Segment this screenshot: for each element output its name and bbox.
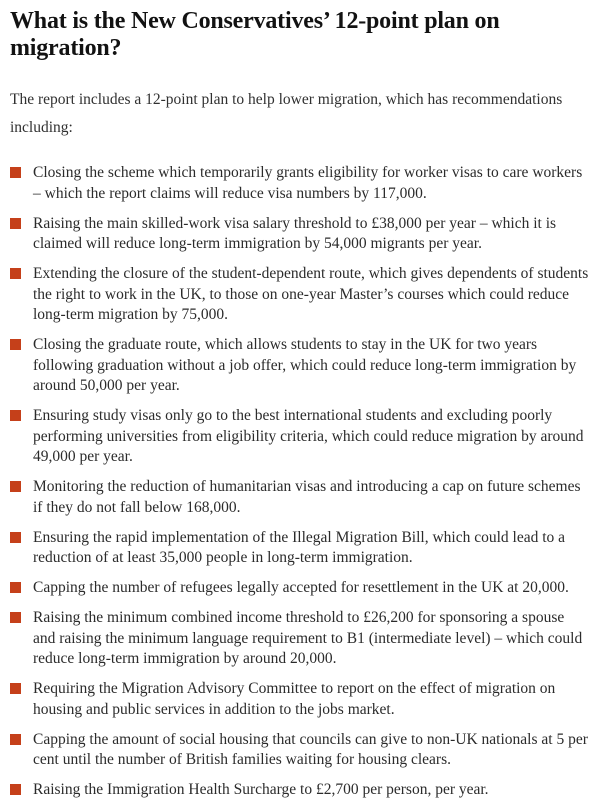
page-title: What is the New Conservatives’ 12-point plan on migration? [10, 8, 500, 61]
list-item-text: Raising the Immigration Health Surcharge to £2,700 per person, per year. [33, 781, 489, 798]
list-item-text: Extending the closure of the student-dependent route, which gives dependents of students the right to work in the UK, to those on one-year Master’s courses which could reduce long-term migration by 75,000. [33, 265, 589, 323]
list-item-text: Raising the minimum combined income threshold to £26,200 for sponsoring a spouse and raising the minimum language requirement to B1 (intermediate level) – which could reduce long-term immigration by around 20,000. [33, 609, 583, 667]
square-bullet-icon [10, 612, 21, 623]
list-item [10, 477, 590, 518]
square-bullet-icon [10, 734, 21, 745]
square-bullet-icon [10, 481, 21, 492]
list-item [10, 163, 590, 204]
list-item-text: Capping the number of refugees legally accepted for resettlement in the UK at 20,000. [33, 579, 569, 596]
list-item-text: Raising the main skilled-work visa salary threshold to £38,000 per year – which it is claimed will reduce long-term immigration by 54,000 migrants per year. [33, 214, 557, 252]
list-item-text: Monitoring the reduction of humanitarian visas and introducing a cap on future schemes if they do not fall below 168,000. [33, 478, 581, 516]
list-item [10, 528, 590, 569]
list-item [10, 608, 590, 670]
list-item-text: Ensuring the rapid implementation of the Illegal Migration Bill, which could lead to a reduction of at least 35,000 people in long-term immigration. [33, 528, 566, 566]
square-bullet-icon [10, 582, 21, 593]
list-item [10, 214, 590, 255]
square-bullet-icon [10, 167, 21, 178]
list-item [10, 335, 590, 397]
list-item-text: Requiring the Migration Advisory Committee to report on the effect of migration on housing and public services in addition to the jobs market. [33, 680, 556, 718]
square-bullet-icon [10, 532, 21, 543]
square-bullet-icon [10, 410, 21, 421]
list-item [10, 730, 590, 771]
square-bullet-icon [10, 683, 21, 694]
square-bullet-icon [10, 339, 21, 350]
list-item [10, 406, 590, 468]
list-item [10, 264, 590, 326]
list-item-text: Closing the scheme which temporarily grants eligibility for worker visas to care workers – which the report claims will reduce visa numbers by 117,000. [33, 164, 583, 202]
list-item [10, 780, 590, 801]
list-item [10, 679, 590, 720]
square-bullet-icon [10, 218, 21, 229]
list-item-text: Capping the amount of social housing that councils can give to non-UK nationals at 5 per cent until the number of British families waiting for housing clears. [33, 730, 588, 768]
square-bullet-icon [10, 784, 21, 795]
square-bullet-icon [10, 268, 21, 279]
list-item-text: Closing the graduate route, which allows students to stay in the UK for two years following graduation without a job offer, which could reduce long-term immigration by around 50,000 per year. [33, 336, 577, 394]
intro-paragraph: The report includes a 12-point plan to help lower migration, which has recommendations including: [10, 91, 563, 136]
list-item-text: Ensuring study visas only go to the best international students and excluding poorly performing universities from eligibility criteria, which could reduce migration by around 49,000 per year. [33, 407, 584, 465]
list-item [10, 578, 590, 599]
bullet-list [10, 163, 590, 801]
